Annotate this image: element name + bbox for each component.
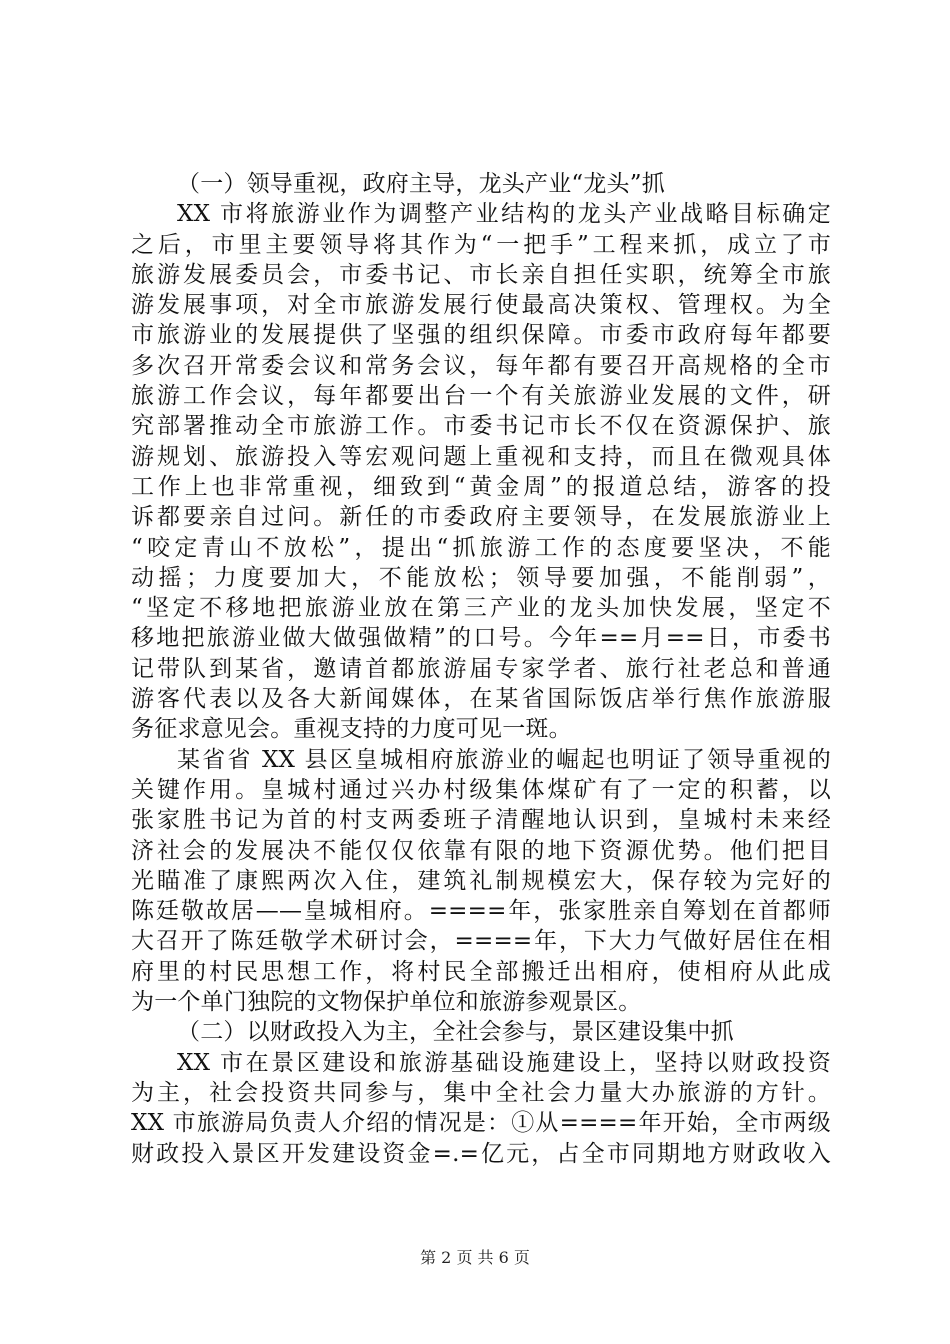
paragraph-line: 工作上也非常重视，细致到“黄金周”的报道总结，游客的投	[131, 473, 831, 500]
paragraph-line: 多次召开常委会议和常务会议，每年都有要召开高规格的全市	[131, 352, 831, 379]
document-body	[131, 169, 831, 1169]
paragraph-line: “咬定青山不放松”，提出“抓旅游工作的态度要坚决，不能	[131, 534, 831, 561]
paragraph-line: 市旅游业的发展提供了坚强的组织保障。市委市政府每年都要	[131, 322, 831, 349]
paragraph-line: 某省省 XX 县区皇城相府旅游业的崛起也明证了领导重视的	[177, 746, 831, 773]
paragraph-line: 济社会的发展决不能仅仅依靠有限的地下资源优势。他们把目	[131, 837, 831, 864]
paragraph-line: 旅游发展委员会，市委书记、市长亲自担任实职，统筹全市旅	[131, 261, 831, 288]
paragraph-line: 大召开了陈廷敬学术研讨会，====年，下大力气做好居住在相	[131, 928, 831, 955]
paragraph-line: 游客代表以及各大新闻媒体，在某省国际饭店举行焦作旅游服	[131, 686, 831, 713]
paragraph-line: 财政投入景区开发建设资金=.=亿元，占全市同期地方财政收入	[131, 1140, 831, 1167]
paragraph-line: 移地把旅游业做大做强做精”的口号。今年==月==日，市委书	[131, 625, 831, 652]
paragraph-line: 光瞄准了康熙两次入住，建筑礼制规模宏大，保存较为完好的	[131, 867, 831, 894]
paragraph-line: 记带队到某省，邀请首都旅游届专家学者、旅行社老总和普通	[131, 655, 831, 682]
section-heading-line: （二）以财政投入为主，全社会参与，景区建设集中抓	[177, 1019, 734, 1046]
paragraph-line: 游规划、旅游投入等宏观问题上重视和支持，而且在微观具体	[131, 443, 831, 470]
paragraph-line: 究部署推动全市旅游工作。市委书记市长不仅在资源保护、旅	[131, 413, 831, 440]
paragraph-line: 张家胜书记为首的村支两委班子清醒地认识到，皇城村未来经	[131, 807, 831, 834]
paragraph-line: XX 市将旅游业作为调整产业结构的龙头产业战略目标确定	[177, 201, 831, 228]
paragraph-line: 陈廷敬故居——皇城相府。====年，张家胜亲自筹划在首都师	[131, 898, 831, 925]
paragraph-line: “坚定不移地把旅游业放在第三产业的龙头加快发展，坚定不	[131, 595, 831, 622]
paragraph-line: 旅游工作会议，每年都要出台一个有关旅游业发展的文件，研	[131, 383, 831, 410]
paragraph-line: 府里的村民思想工作，将村民全部搬迁出相府，使相府从此成	[131, 958, 831, 985]
page-footer: 第 2 页 共 6 页	[420, 1248, 530, 1267]
paragraph-line: 动摇；力度要加大，不能放松；领导要加强，不能削弱”，	[131, 564, 831, 591]
paragraph-line: 务征求意见会。重视支持的力度可见一斑。	[131, 716, 572, 743]
paragraph-line: 游发展事项，对全市旅游发展行使最高决策权、管理权。为全	[131, 292, 831, 319]
paragraph-line: XX 市在景区建设和旅游基础设施建设上，坚持以财政投资	[177, 1049, 831, 1076]
paragraph-line: XX 市旅游局负责人介绍的情况是：①从====年开始，全市两级	[131, 1110, 831, 1137]
paragraph-line: 关键作用。皇城村通过兴办村级集体煤矿有了一定的积蓄，以	[131, 776, 831, 803]
paragraph-line: 为主，社会投资共同参与，集中全社会力量大办旅游的方针。	[131, 1079, 831, 1106]
paragraph-line: 为一个单门独院的文物保护单位和旅游参观景区。	[131, 989, 642, 1016]
section-heading-line: （一）领导重视，政府主导，龙头产业“龙头”抓	[177, 171, 665, 197]
paragraph-line: 诉都要亲自过问。新任的市委政府主要领导，在发展旅游业上	[131, 504, 831, 531]
paragraph-line: 之后，市里主要领导将其作为“一把手”工程来抓，成立了市	[131, 231, 831, 258]
